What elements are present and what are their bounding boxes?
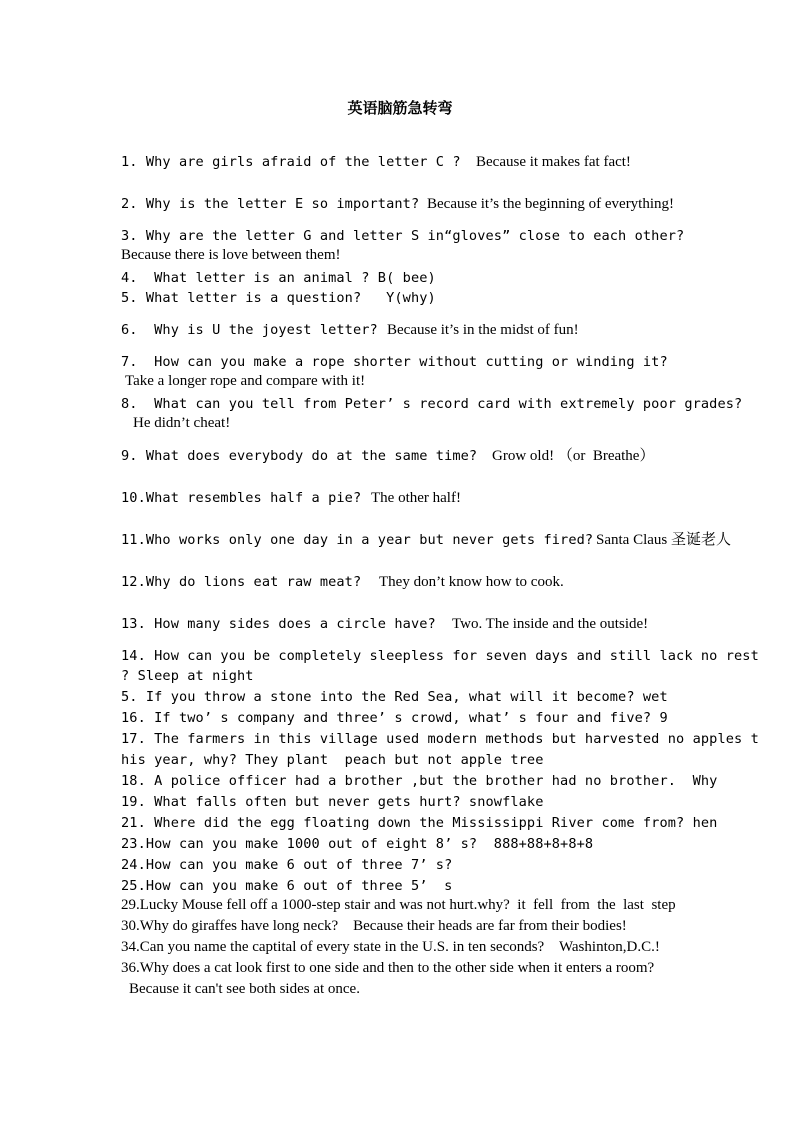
answer-13: Two. The inside and the outside! — [452, 616, 649, 632]
question-23: 23.How can you make 1000 out of eight 8’ s? 888+88+8+8+8 — [121, 836, 594, 852]
answer-8: He didn’t cheat! — [133, 415, 231, 431]
question-3: 3. Why are the letter G and letter S in“gloves” close to each other? — [121, 228, 685, 244]
answer-36: Because it can't see both sides at once. — [129, 981, 360, 997]
question-25: 25.How can you make 6 out of three 5’ s — [121, 878, 453, 894]
question-29: 29.Lucky Mouse fell off a 1000-step stair and was not hurt.why? it fell from the last step — [121, 897, 676, 913]
question-21: 21. Where did the egg floating down the Mississippi River come from? hen — [121, 815, 718, 831]
answer-3: Because there is love between them! — [121, 247, 341, 263]
question-4: 4. What letter is an animal ? B( bee) — [121, 270, 436, 286]
question-14: 14. How can you be completely sleepless for seven days and still lack no rest — [121, 648, 759, 664]
question-2: 2. Why is the letter E so important? — [121, 196, 420, 212]
question-15: 5. If you throw a stone into the Red Sea, what will it become? wet — [121, 689, 668, 705]
question-1: 1. Why are girls afraid of the letter C ? — [121, 154, 461, 170]
question-18: 18. A police officer had a brother ,but the brother had no brother. Why — [121, 773, 718, 789]
question-17: 17. The farmers in this village used modern methods but harvested no apples t — [121, 731, 759, 747]
answer-12: They don’t know how to cook. — [379, 574, 564, 590]
question-12: 12.Why do lions eat raw meat? — [121, 574, 362, 590]
question-24: 24.How can you make 6 out of three 7’ s? — [121, 857, 453, 873]
question-16: 16. If two’ s company and three’ s crowd, what’ s four and five? 9 — [121, 710, 668, 726]
question-8: 8. What can you tell from Peter’ s record card with extremely poor grades? — [121, 396, 743, 412]
answer-10: The other half! — [371, 490, 461, 506]
answer-7: Take a longer rope and compare with it! — [125, 373, 366, 389]
answer-17: his year, why? They plant peach but not apple tree — [121, 752, 544, 768]
question-11: 11.Who works only one day in a year but never gets fired? — [121, 532, 594, 548]
question-10: 10.What resembles half a pie? — [121, 490, 362, 506]
question-9: 9. What does everybody do at the same time? — [121, 448, 478, 464]
question-36: 36.Why does a cat look first to one side and then to the other side when it enters a room? — [121, 960, 655, 976]
question-7: 7. How can you make a rope shorter without cutting or winding it? — [121, 354, 668, 370]
answer-11: Santa Claus 圣诞老人 — [596, 532, 731, 548]
question-19: 19. What falls often but never gets hurt? snowflake — [121, 794, 544, 810]
question-34: 34.Can you name the captital of every state in the U.S. in ten seconds? Washinton,D.C.! — [121, 939, 660, 955]
question-13: 13. How many sides does a circle have? — [121, 616, 436, 632]
answer-9: Grow old! （or Breathe） — [492, 448, 655, 464]
answer-2: Because it’s the beginning of everything! — [427, 196, 675, 212]
question-5: 5. What letter is a question? Y(why) — [121, 290, 436, 306]
answer-14: ? Sleep at night — [121, 668, 254, 684]
page-title: 英语脑筋急转弯 — [347, 99, 453, 117]
question-30: 30.Why do giraffes have long neck? Because their heads are far from their bodies! — [121, 918, 627, 934]
answer-6: Because it’s in the midst of fun! — [387, 322, 579, 338]
question-6: 6. Why is U the joyest letter? — [121, 322, 378, 338]
answer-1: Because it makes fat fact! — [476, 154, 631, 170]
